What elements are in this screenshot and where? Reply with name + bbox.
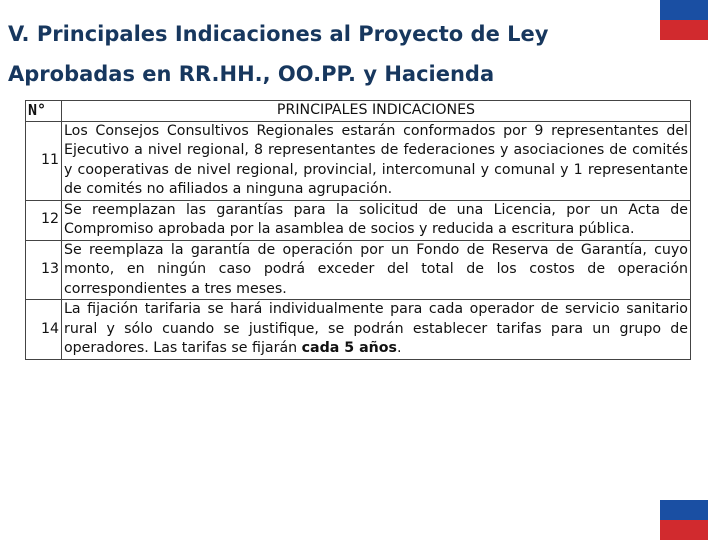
row-text-main: La fijación tarifaria se hará individualmente para cada operador de servicio sanitario rural y sólo cuando se justifique, se podrán establecer tarifas para un grupo de operadores. Las tarifas se fijarán: [64, 301, 688, 356]
row-text: [62, 300, 691, 360]
table-row: [26, 121, 691, 200]
indications-table: [25, 100, 691, 360]
column-header-indications: PRINCIPALES INDICACIONES: [62, 101, 691, 122]
row-text: Los Consejos Consultivos Regionales estarán conformados por 9 representantes del Ejecutivo a nivel regional, 8 representantes de federaciones y asociaciones de comités y cooperativas de nivel regional, provincial, intercomunal y comunal y 1 representante de comités no afiliados a ninguna agrupación.: [62, 121, 691, 200]
row-number: 13: [26, 240, 62, 300]
flag-red-band: [660, 520, 708, 540]
table-header-row: [26, 101, 691, 122]
table-row: [26, 240, 691, 300]
row-text: Se reemplazan las garantías para la solicitud de una Licencia, por un Acta de Compromiso aprobada por la asamblea de socios y reducida a escritura pública.: [62, 200, 691, 240]
flag-blue-band: [660, 0, 708, 20]
flag-stripe-top: [660, 0, 708, 40]
flag-blue-band: [660, 500, 708, 520]
row-number: 12: [26, 200, 62, 240]
table-row: [26, 300, 691, 360]
slide-title-line-2: Aprobadas en RR.HH., OO.PP. y Hacienda: [8, 62, 495, 86]
row-text: Se reemplaza la garantía de operación por un Fondo de Reserva de Garantía, cuyo monto, en ningún caso podrá exceder del total de los costos de operación correspondientes a tres meses.: [62, 240, 691, 300]
row-number: 14: [26, 300, 62, 360]
flag-stripe-bottom: [660, 500, 708, 540]
row-text-end: .: [396, 340, 402, 356]
table-row: [26, 200, 691, 240]
slide-title-line-1: V. Principales Indicaciones al Proyecto de Ley: [8, 22, 549, 46]
flag-red-band: [660, 20, 708, 40]
row-text-emphasis: cada 5 años: [301, 340, 397, 356]
column-header-number: N°: [26, 101, 62, 122]
row-number: 11: [26, 121, 62, 200]
